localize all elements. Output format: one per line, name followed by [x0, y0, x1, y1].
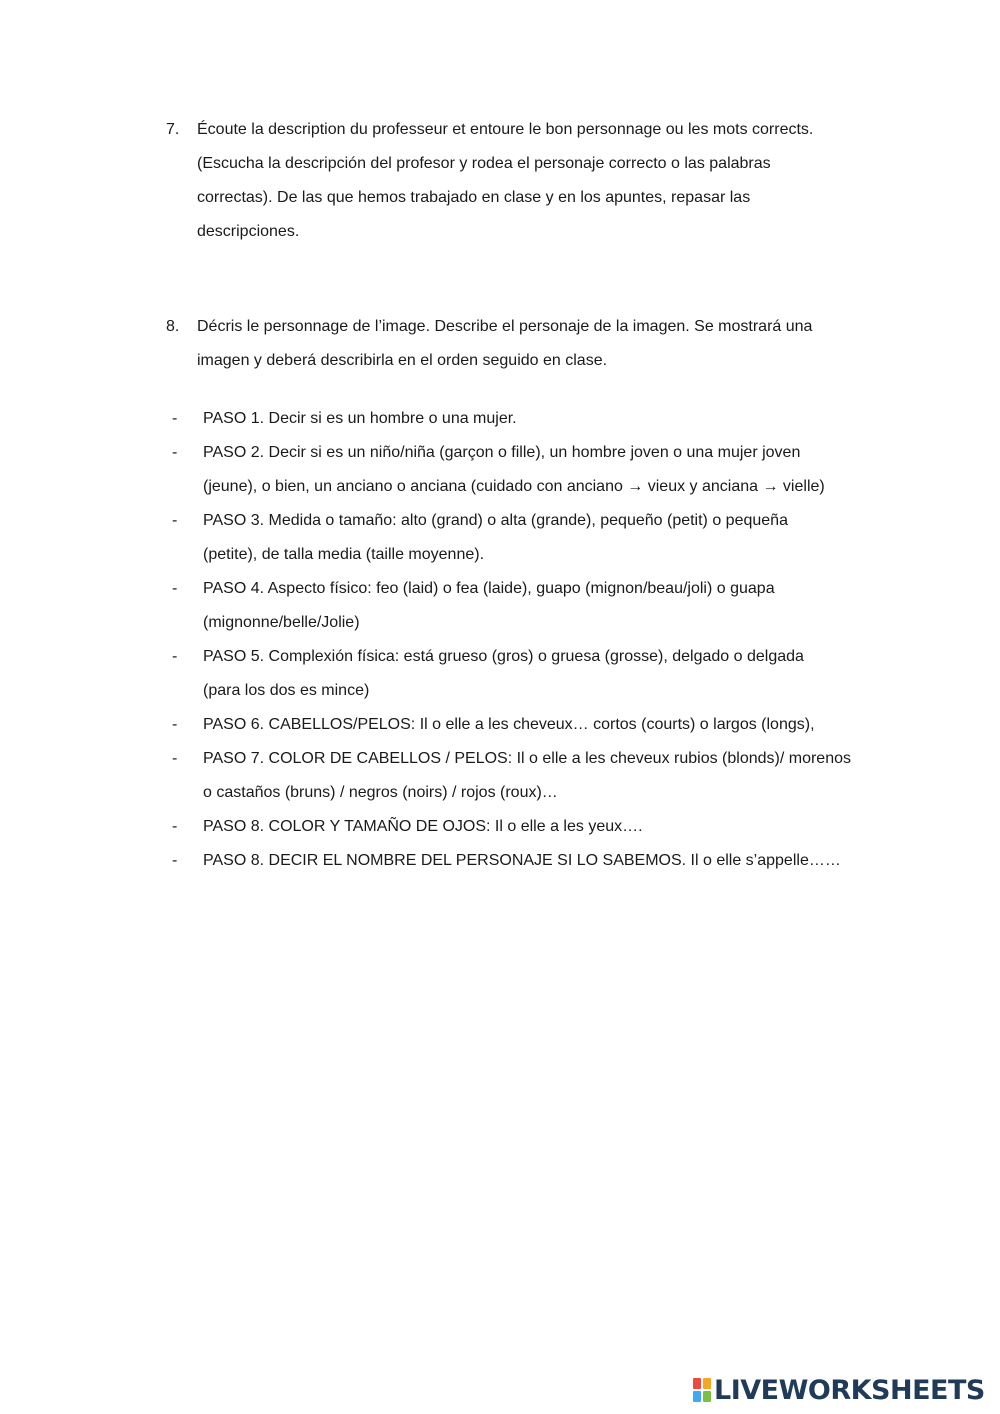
dash-bullet: -	[172, 852, 178, 869]
exercise-8-text	[197, 310, 866, 378]
step-line: (jeune), o bien, un anciano o anciana (cuidado con anciano → vieux y anciana → vielle)	[203, 478, 825, 495]
exercise-7-line: Écoute la description du professeur et entoure le bon personnage ou les mots corrects.	[197, 121, 814, 138]
dash-bullet: -	[172, 410, 178, 427]
list-item	[172, 708, 892, 742]
step-line: PASO 4. Aspecto físico: feo (laid) o fea (laide), guapo (mignon/beau/joli) o guapa	[203, 580, 775, 597]
liveworksheets-logo-icon	[692, 1377, 712, 1403]
step-line: (petite), de talla media (taille moyenne).	[203, 546, 485, 563]
exercise-7-line: correctas). De las que hemos trabajado en clase y en los apuntes, repasar las	[197, 189, 751, 206]
dash-bullet: -	[172, 818, 178, 835]
dash-bullet: -	[172, 512, 178, 529]
exercise-7-line: (Escucha la descripción del profesor y rodea el personaje correcto o las palabras	[197, 155, 771, 172]
list-item	[172, 402, 892, 436]
exercise-8-number: 8.	[166, 318, 180, 335]
exercise-8-line: imagen y deberá describirla en el orden seguido en clase.	[197, 352, 608, 369]
list-item	[172, 844, 892, 878]
list-item	[172, 504, 892, 572]
dash-bullet: -	[172, 716, 178, 733]
list-item	[172, 810, 892, 844]
step-line: (mignonne/belle/Jolie)	[203, 614, 360, 631]
step-line: o castaños (bruns) / negros (noirs) / rojos (roux)…	[203, 784, 558, 801]
exercise-7-line: descripciones.	[197, 223, 300, 240]
list-item	[172, 640, 892, 708]
step-line: PASO 8. DECIR EL NOMBRE DEL PERSONAJE SI LO SABEMOS. Il o elle s’appelle……	[203, 852, 841, 869]
exercise-7-text	[197, 113, 866, 249]
dash-bullet: -	[172, 444, 178, 461]
step-line: PASO 8. COLOR Y TAMAÑO DE OJOS: Il o elle a les yeux….	[203, 818, 643, 835]
step-line: PASO 2. Decir si es un niño/niña (garçon o fille), un hombre joven o una mujer joven	[203, 444, 801, 461]
steps-list	[172, 402, 892, 878]
liveworksheets-logo[interactable]	[692, 1374, 990, 1406]
dash-bullet: -	[172, 648, 178, 665]
step-line: PASO 5. Complexión física: está grueso (gros) o gruesa (grosse), delgado o delgada	[203, 648, 804, 665]
exercise-7-number: 7.	[166, 121, 180, 138]
step-line: (para los dos es mince)	[203, 682, 370, 699]
logo-tile-red	[693, 1378, 701, 1389]
list-item	[172, 436, 892, 504]
step-line: PASO 1. Decir si es un hombre o una mujer.	[203, 410, 517, 427]
step-line: PASO 7. COLOR DE CABELLOS / PELOS: Il o elle a les cheveux rubios (blonds)/ morenos	[203, 750, 851, 767]
step-line: PASO 3. Medida o tamaño: alto (grand) o alta (grande), pequeño (petit) o pequeña	[203, 512, 788, 529]
brand-name: LIVEWORKSHEETS	[714, 1374, 985, 1406]
list-item	[172, 742, 892, 810]
logo-tile-green	[703, 1391, 711, 1402]
logo-tile-blue	[693, 1391, 701, 1402]
logo-tile-orange	[703, 1378, 711, 1389]
step-line: PASO 6. CABELLOS/PELOS: Il o elle a les cheveux… cortos (courts) o largos (longs),	[203, 716, 815, 733]
list-item	[172, 572, 892, 640]
exercise-8-line: Décris le personnage de l’image. Describe el personaje de la imagen. Se mostrará una	[197, 318, 813, 335]
dash-bullet: -	[172, 580, 178, 597]
dash-bullet: -	[172, 750, 178, 767]
